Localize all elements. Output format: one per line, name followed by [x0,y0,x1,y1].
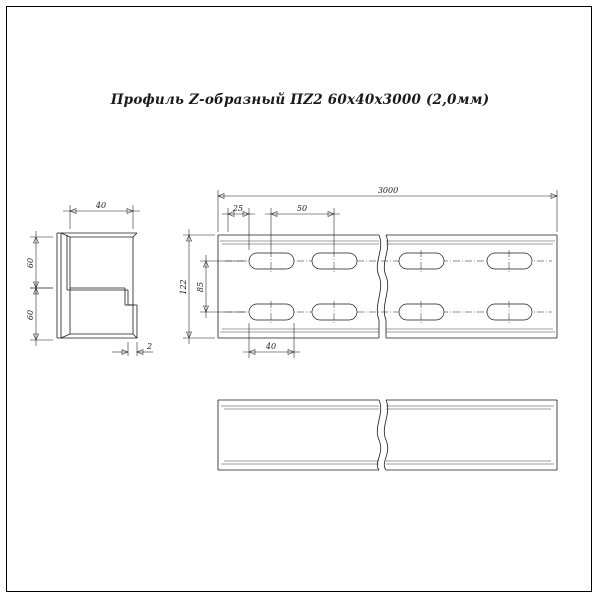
dim-overall-height: 122 [179,279,188,295]
side-view [218,400,557,470]
dim-slot-pitch: 50 [296,204,308,213]
section-view [26,201,153,356]
dim-section-width: 40 [95,201,107,210]
dim-slot-group-width: 40 [265,342,277,351]
dim-section-thickness: 2 [147,342,153,351]
dim-total-length: 3000 [377,186,399,195]
page-title: Профиль Z-образный ПZ2 60х40х3000 (2,0мм) [110,92,490,108]
front-view [179,186,557,358]
dim-section-height-upper: 60 [26,257,35,269]
dim-section-height-lower: 60 [26,309,35,321]
dim-edge-offset: 25 [232,204,244,213]
dim-slot-span-height: 85 [196,281,205,293]
